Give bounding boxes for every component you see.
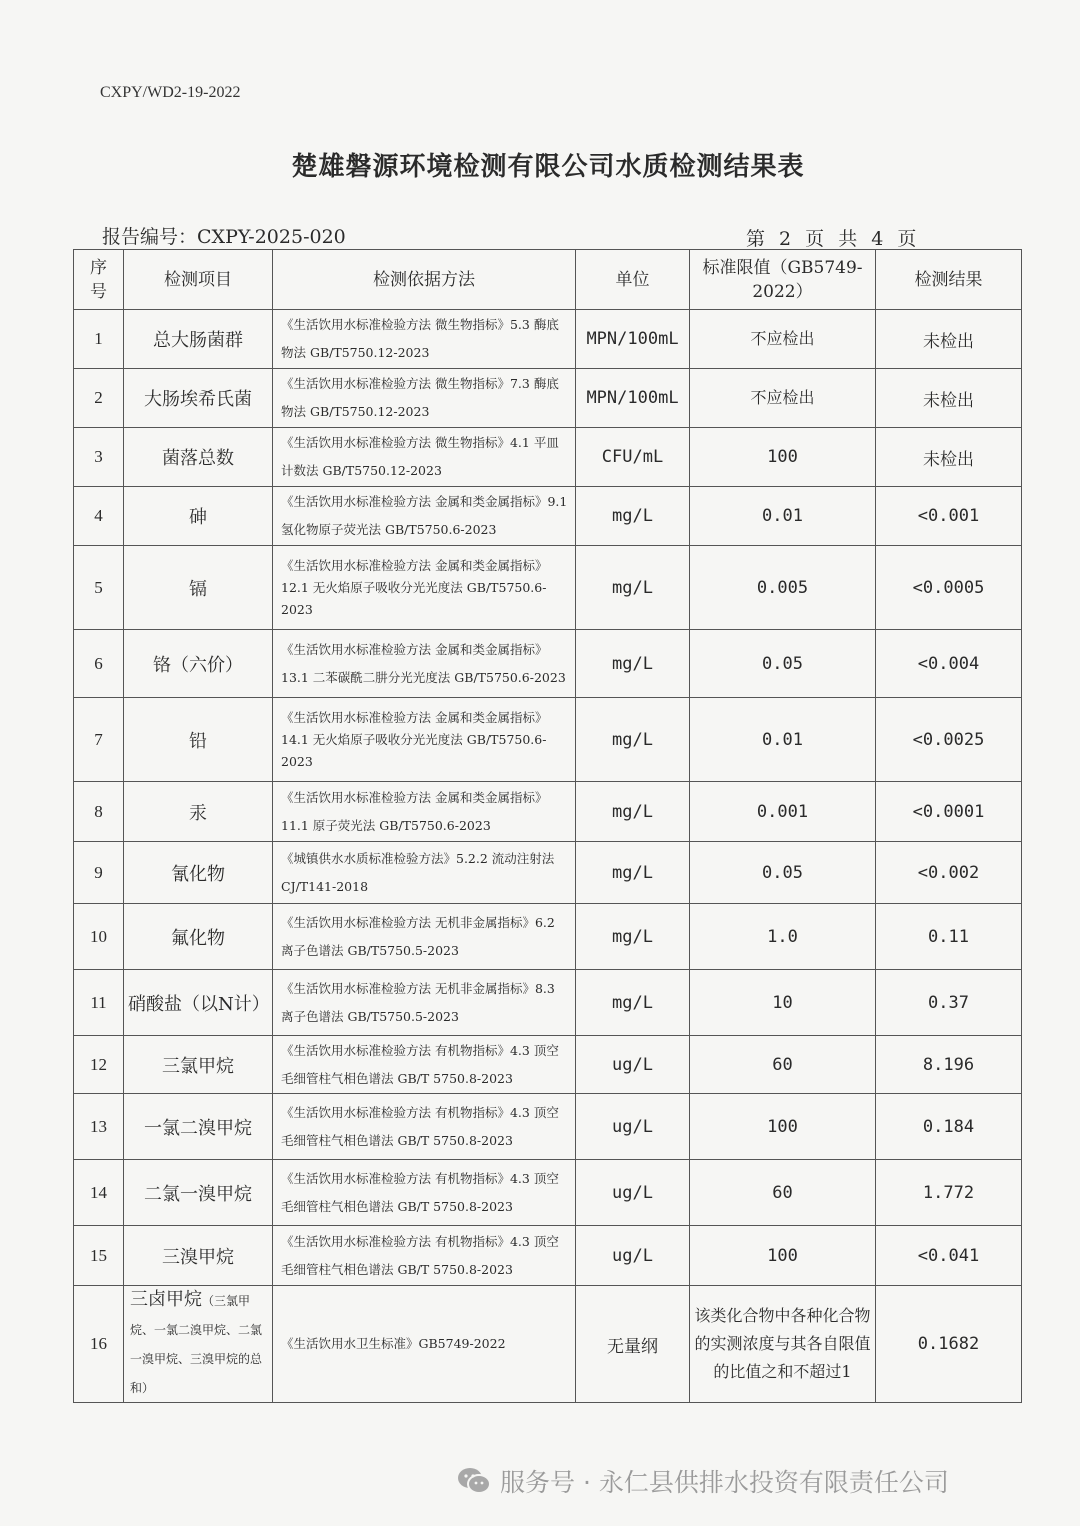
cell-standard: 60	[690, 1036, 876, 1094]
cell-item: 铬（六价）	[124, 630, 273, 698]
cell-unit: mg/L	[576, 698, 690, 782]
cell-item-note: （三氯甲烷、一氯二溴甲烷、二氯一溴甲烷、三溴甲烷的总和）	[130, 1294, 263, 1395]
cell-no: 1	[74, 310, 124, 369]
cell-unit: mg/L	[576, 487, 690, 546]
cell-method: 《生活饮用水标准检验方法 微生物指标》4.1 平皿计数法 GB/T5750.12-2023	[273, 428, 576, 487]
cell-method: 《生活饮用水标准检验方法 有机物指标》4.3 顶空毛细管柱气相色谱法 GB/T 5750.8-2023	[273, 1094, 576, 1160]
cell-item: 氰化物	[124, 842, 273, 904]
cell-no: 16	[74, 1286, 124, 1403]
cell-item: 砷	[124, 487, 273, 546]
cell-result: <0.002	[876, 842, 1022, 904]
header-result: 检测结果	[876, 250, 1022, 310]
table-row	[74, 842, 1022, 904]
cell-result: 未检出	[876, 310, 1022, 369]
cell-method: 《生活饮用水标准检验方法 金属和类金属指标》9.1 氢化物原子荧光法 GB/T5750.6-2023	[273, 487, 576, 546]
cell-method: 《生活饮用水标准检验方法 微生物指标》7.3 酶底物法 GB/T5750.12-2023	[273, 369, 576, 428]
cell-unit: mg/L	[576, 842, 690, 904]
results-table	[73, 249, 1022, 1403]
cell-no: 13	[74, 1094, 124, 1160]
page-title: 楚雄磐源环境检测有限公司水质检测结果表	[291, 152, 805, 182]
cell-standard: 0.05	[690, 842, 876, 904]
cell-standard: 100	[690, 428, 876, 487]
cell-result: <0.0025	[876, 698, 1022, 782]
cell-item-main: 三卤甲烷	[130, 1289, 202, 1310]
cell-unit: mg/L	[576, 546, 690, 630]
cell-standard: 0.005	[690, 546, 876, 630]
cell-result: 8.196	[876, 1036, 1022, 1094]
cell-standard: 不应检出	[690, 369, 876, 428]
cell-unit: ug/L	[576, 1160, 690, 1226]
cell-unit: ug/L	[576, 1036, 690, 1094]
header-standard: 标准限值（GB5749-2022）	[690, 250, 876, 310]
footer-text: 服务号 · 永仁县供排水投资有限责任公司	[500, 1468, 949, 1497]
cell-result: 0.184	[876, 1094, 1022, 1160]
cell-method: 《生活饮用水标准检验方法 金属和类金属指标》13.1 二苯碳酰二肼分光光度法 GB/T5750.6-2023	[273, 630, 576, 698]
cell-no: 10	[74, 904, 124, 970]
cell-no: 11	[74, 970, 124, 1036]
cell-unit: mg/L	[576, 782, 690, 842]
table-row	[74, 1286, 1022, 1403]
cell-method: 《生活饮用水标准检验方法 无机非金属指标》6.2 离子色谱法 GB/T5750.5-2023	[273, 904, 576, 970]
cell-method: 《生活饮用水标准检验方法 金属和类金属指标》12.1 无火焰原子吸收分光光度法 GB/T5750.6-2023	[273, 546, 576, 630]
table-row	[74, 904, 1022, 970]
table-row	[74, 698, 1022, 782]
cell-standard: 60	[690, 1160, 876, 1226]
cell-item: 三溴甲烷	[124, 1226, 273, 1286]
cell-unit: MPN/100mL	[576, 369, 690, 428]
cell-no: 9	[74, 842, 124, 904]
cell-standard: 0.001	[690, 782, 876, 842]
cell-method: 《生活饮用水标准检验方法 微生物指标》5.3 酶底物法 GB/T5750.12-2023	[273, 310, 576, 369]
cell-item: 氟化物	[124, 904, 273, 970]
cell-standard: 0.01	[690, 698, 876, 782]
table-row	[74, 970, 1022, 1036]
footer-watermark	[456, 1463, 949, 1499]
cell-method: 《生活饮用水标准检验方法 有机物指标》4.3 顶空毛细管柱气相色谱法 GB/T 5750.8-2023	[273, 1036, 576, 1094]
cell-item: 大肠埃希氏菌	[124, 369, 273, 428]
cell-result: 0.1682	[876, 1286, 1022, 1403]
cell-standard: 该类化合物中各种化合物的实测浓度与其各自限值的比值之和不超过1	[690, 1286, 876, 1403]
header-unit: 单位	[576, 250, 690, 310]
cell-no: 15	[74, 1226, 124, 1286]
cell-item: 二氯一溴甲烷	[124, 1160, 273, 1226]
cell-standard: 不应检出	[690, 310, 876, 369]
cell-no: 2	[74, 369, 124, 428]
cell-result: 未检出	[876, 428, 1022, 487]
cell-item: 菌落总数	[124, 428, 273, 487]
cell-unit: ug/L	[576, 1094, 690, 1160]
cell-result: 1.772	[876, 1160, 1022, 1226]
cell-method: 《生活饮用水标准检验方法 无机非金属指标》8.3 离子色谱法 GB/T5750.5-2023	[273, 970, 576, 1036]
cell-result: <0.041	[876, 1226, 1022, 1286]
cell-method: 《城镇供水水质标准检验方法》5.2.2 流动注射法 CJ/T141-2018	[273, 842, 576, 904]
table-row	[74, 782, 1022, 842]
cell-no: 3	[74, 428, 124, 487]
cell-method: 《生活饮用水卫生标准》GB5749-2022	[273, 1286, 576, 1403]
table-row	[74, 1036, 1022, 1094]
cell-item: 铅	[124, 698, 273, 782]
cell-no: 12	[74, 1036, 124, 1094]
table-row	[74, 310, 1022, 369]
cell-no: 14	[74, 1160, 124, 1226]
cell-unit: ug/L	[576, 1226, 690, 1286]
cell-item: 硝酸盐（以N计）	[124, 970, 273, 1036]
table-row	[74, 487, 1022, 546]
report-number: 报告编号：CXPY-2025-020	[102, 226, 346, 248]
cell-standard: 100	[690, 1226, 876, 1286]
cell-result: 0.11	[876, 904, 1022, 970]
table-row	[74, 630, 1022, 698]
cell-result: 0.37	[876, 970, 1022, 1036]
table-row	[74, 369, 1022, 428]
header-item: 检测项目	[124, 250, 273, 310]
table-row	[74, 1160, 1022, 1226]
cell-result: <0.0005	[876, 546, 1022, 630]
cell-unit: CFU/mL	[576, 428, 690, 487]
cell-method: 《生活饮用水标准检验方法 金属和类金属指标》14.1 无火焰原子吸收分光光度法 GB/T5750.6-2023	[273, 698, 576, 782]
cell-unit: mg/L	[576, 904, 690, 970]
cell-item: 总大肠菌群	[124, 310, 273, 369]
cell-item	[124, 1286, 273, 1403]
header-no: 序号	[74, 250, 124, 310]
cell-unit: 无量纲	[576, 1286, 690, 1403]
table-row	[74, 428, 1022, 487]
cell-no: 4	[74, 487, 124, 546]
cell-unit: MPN/100mL	[576, 310, 690, 369]
cell-method: 《生活饮用水标准检验方法 有机物指标》4.3 顶空毛细管柱气相色谱法 GB/T 5750.8-2023	[273, 1226, 576, 1286]
wechat-icon	[456, 1466, 492, 1496]
table-row	[74, 1226, 1022, 1286]
cell-standard: 10	[690, 970, 876, 1036]
table-row	[74, 546, 1022, 630]
table-header-row	[74, 250, 1022, 310]
document-code: CXPY/WD2-19-2022	[100, 84, 241, 101]
cell-method: 《生活饮用水标准检验方法 有机物指标》4.3 顶空毛细管柱气相色谱法 GB/T 5750.8-2023	[273, 1160, 576, 1226]
cell-standard: 0.01	[690, 487, 876, 546]
cell-no: 8	[74, 782, 124, 842]
cell-unit: mg/L	[576, 970, 690, 1036]
cell-standard: 1.0	[690, 904, 876, 970]
cell-no: 7	[74, 698, 124, 782]
cell-unit: mg/L	[576, 630, 690, 698]
cell-no: 5	[74, 546, 124, 630]
cell-item: 镉	[124, 546, 273, 630]
header-method: 检测依据方法	[273, 250, 576, 310]
cell-result: <0.004	[876, 630, 1022, 698]
cell-result: 未检出	[876, 369, 1022, 428]
cell-standard: 100	[690, 1094, 876, 1160]
cell-result: <0.001	[876, 487, 1022, 546]
cell-item: 汞	[124, 782, 273, 842]
cell-item: 三氯甲烷	[124, 1036, 273, 1094]
cell-no: 6	[74, 630, 124, 698]
cell-item: 一氯二溴甲烷	[124, 1094, 273, 1160]
cell-standard: 0.05	[690, 630, 876, 698]
cell-result: <0.0001	[876, 782, 1022, 842]
cell-method: 《生活饮用水标准检验方法 金属和类金属指标》11.1 原子荧光法 GB/T5750.6-2023	[273, 782, 576, 842]
page-indicator: 第 2 页 共 4 页	[746, 228, 917, 250]
table-row	[74, 1094, 1022, 1160]
